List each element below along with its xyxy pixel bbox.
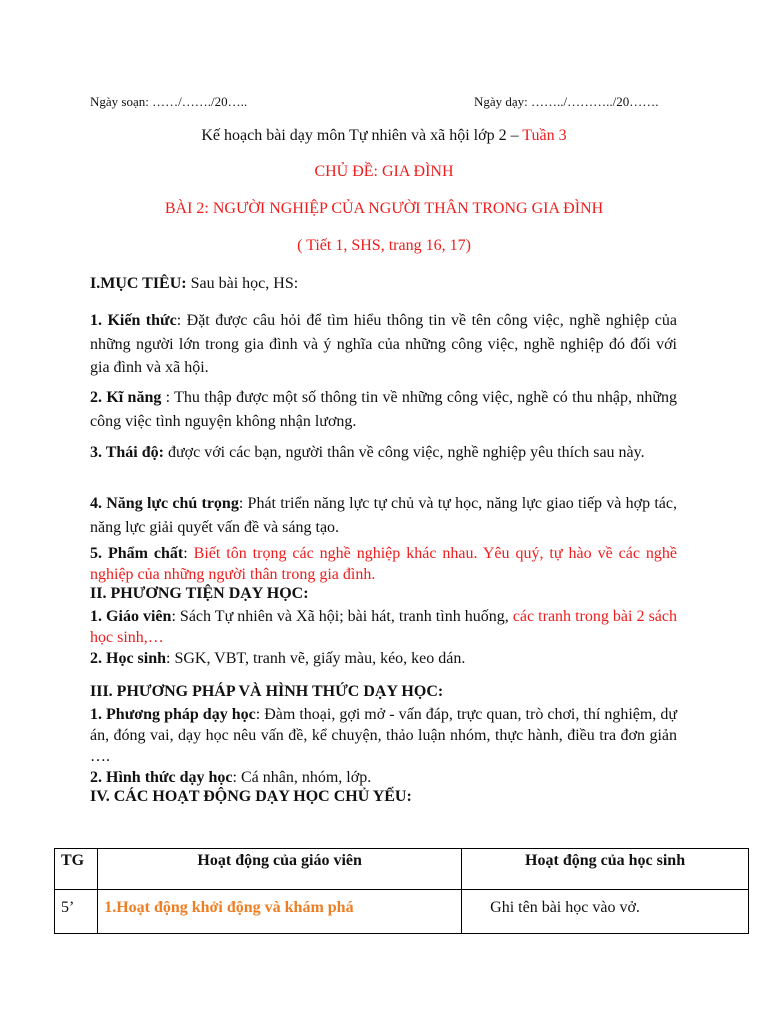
teacher-text: : Sách Tự nhiên và Xã hội; bài hát, tranh tình huống, (171, 608, 513, 625)
plan-title (0, 127, 768, 145)
header-student-activity: Hoạt động của học sinh (462, 849, 749, 890)
lesson-title: BÀI 2: NGƯỜI NGHIỆP CỦA NGƯỜI THÂN TRONG GIA ĐÌNH (164, 200, 604, 217)
attitude-text: được với các bạn, người thân về công việc, nghề nghiệp yêu thích sau này. (163, 444, 645, 461)
form-text: : Cá nhân, nhóm, lớp. (232, 769, 372, 786)
materials-teacher (90, 606, 677, 648)
quality-text: Biết tôn trọng các nghề nghiệp khác nhau. Yêu quý, tự hào về các nghề nghiệp của những người thân trong gia đình. (90, 545, 677, 583)
teach-date: Ngày dạy: ……../………../20……. (474, 94, 659, 109)
section-heading: I.MỤC TIÊU: (90, 275, 187, 292)
materials-heading: II. PHƯƠNG TIỆN DẠY HỌC: (90, 585, 309, 602)
quality-colon: : (183, 545, 194, 562)
topic-title: CHỦ ĐỀ: GIA ĐÌNH (314, 163, 454, 180)
plan-title-text: Kế hoạch bài dạy môn Tự nhiên và xã hội lớp 2 – (201, 127, 523, 144)
attitude-label: 3. Thái độ: (90, 444, 164, 461)
teacher-text-highlight: các tranh trong bài 2 sách học sinh,… (90, 608, 677, 646)
methods-form (90, 767, 677, 788)
activities-table (54, 848, 749, 934)
objective-knowledge (90, 309, 677, 380)
cell-teacher-activity: 1.Hoạt động khởi động và khám phá (98, 890, 462, 934)
period-info: ( Tiết 1, SHS, trang 16, 17) (297, 237, 471, 254)
cell-student-activity: Ghi tên bài học vào vở. (462, 890, 749, 934)
cell-time: 5’ (55, 890, 98, 934)
skills-label: 2. Kĩ năng (90, 389, 162, 406)
week-label: Tuần 3 (522, 127, 567, 144)
objective-skills (90, 386, 677, 433)
methods-heading: III. PHƯƠNG PHÁP VÀ HÌNH THỨC DẠY HỌC: (90, 683, 444, 700)
table-header-row (55, 849, 749, 890)
activities-heading: IV. CÁC HOẠT ĐỘNG DẠY HỌC CHỦ YẾU: (90, 788, 412, 805)
student-text: : SGK, VBT, tranh vẽ, giấy màu, kéo, keo dán. (166, 650, 466, 667)
skills-text: : Thu thập được một số thông tin về những công việc, nghề có thu nhập, những công việc tình nguyện không nhận lương. (90, 389, 678, 430)
objectives-intro: Sau bài học, HS: (186, 275, 299, 292)
header-teacher-activity: Hoạt động của giáo viên (98, 849, 462, 890)
table-row (55, 890, 749, 934)
objectives-heading (90, 272, 677, 296)
materials-student (90, 648, 677, 669)
methods-method (90, 704, 677, 767)
knowledge-label: 1. Kiến thức (90, 312, 177, 329)
objective-attitude (90, 441, 677, 465)
student-label: 2. Học sinh (90, 650, 167, 667)
competence-text: : Phát triển năng lực tự chủ và tự học, năng lực giao tiếp và hợp tác, năng lực giải quyết vấn đề và sáng tạo. (90, 495, 678, 536)
quality-label: 5. Phẩm chất (90, 545, 184, 562)
objective-competence (90, 492, 677, 539)
objective-quality (90, 543, 677, 585)
header-time: TG (55, 849, 98, 890)
prepare-date: Ngày soạn: ……/……./20….. (90, 94, 248, 109)
method-text: : Đàm thoại, gợi mở - vấn đáp, trực quan, trò chơi, thí nghiệm, dự án, đóng vai, dạy học nêu vấn đề, kể chuyện, thảo luận nhóm, thực hành, điều tra đơn giản …. (90, 706, 678, 765)
method-label: 1. Phương pháp dạy học (90, 706, 256, 723)
teacher-label: 1. Giáo viên (90, 608, 172, 625)
knowledge-text: : Đặt được câu hỏi để tìm hiểu thông tin về tên công việc, nghề nghiệp của những người lớn trong gia đình và ý nghĩa của những công việc, nghề nghiệp đó đối với gia đình và xã hội. (90, 312, 677, 376)
competence-label: 4. Năng lực chú trọng (90, 495, 239, 512)
form-label: 2. Hình thức dạy học (90, 769, 233, 786)
